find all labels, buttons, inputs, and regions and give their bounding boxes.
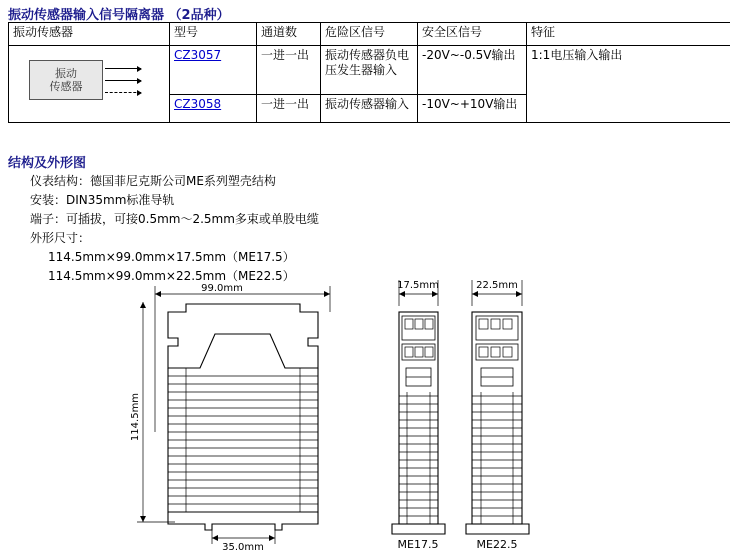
sensor-block [29, 60, 103, 100]
outline-drawing [0, 272, 730, 559]
spec-list [30, 172, 319, 286]
model-cell [170, 46, 257, 95]
section-title-structure: 结构及外形图 [8, 156, 87, 171]
dim-label-foot: 35.0mm [222, 542, 264, 553]
dim-label-width: 99.0mm [201, 283, 243, 294]
dim-label-depth-175: 17.5mm [397, 280, 439, 291]
header-channels: 通道数 [257, 23, 321, 46]
safe-signal-cell: -20V~-0.5V输出 [418, 46, 527, 95]
header-feature: 特征 [527, 23, 730, 46]
spec-item-mounting: 安装：DIN35mm标准导轨 [30, 193, 175, 207]
header-sensor: 振动传感器 [9, 23, 170, 46]
channels-cell: 一进一出 [257, 46, 321, 95]
spec-item-structure: 仪表结构：德国菲尼克斯公司ME系列塑壳结构 [30, 174, 276, 188]
sensor-label-line1: 振动 [55, 67, 77, 80]
sensor-diagram-cell [9, 46, 170, 123]
dim-label-depth-225: 22.5mm [476, 280, 518, 291]
spec-item-dimensions: 外形尺寸： [30, 231, 91, 245]
hazard-signal-cell: 振动传感器负电压发生器输入 [321, 46, 418, 95]
table-row [9, 46, 730, 95]
part-label-me225: ME22.5 [476, 538, 518, 551]
part-label-me175: ME17.5 [397, 538, 439, 551]
page-title: 振动传感器输入信号隔离器 （2品种） [8, 8, 230, 23]
dimension-me225: 114.5mm×99.0mm×22.5mm（ME22.5） [48, 269, 295, 283]
signal-arrow-dashed-icon [105, 92, 141, 93]
model-cell [170, 95, 257, 123]
spec-item-terminal: 端子：可插拔，可接0.5mm～2.5mm多束或单股电缆 [30, 212, 319, 226]
feature-cell: 1:1电压输入输出 [527, 46, 730, 123]
hazard-signal-cell: 振动传感器输入 [321, 95, 418, 123]
table-header-row [9, 23, 730, 46]
dim-label-height: 114.5mm [130, 392, 141, 442]
dimension-me175: 114.5mm×99.0mm×17.5mm（ME17.5） [48, 250, 295, 264]
header-model: 型号 [170, 23, 257, 46]
product-table [8, 22, 730, 123]
channels-cell: 一进一出 [257, 95, 321, 123]
model-link-cz3057[interactable]: CZ3057 [174, 48, 222, 62]
safe-signal-cell: -10V~+10V输出 [418, 95, 527, 123]
header-hazard-signal: 危险区信号 [321, 23, 418, 46]
signal-arrow-icon [105, 80, 141, 81]
sensor-label-line2: 传感器 [49, 80, 83, 93]
model-link-cz3058[interactable]: CZ3058 [174, 97, 222, 111]
header-safe-signal: 安全区信号 [418, 23, 527, 46]
signal-arrow-icon [105, 68, 141, 69]
